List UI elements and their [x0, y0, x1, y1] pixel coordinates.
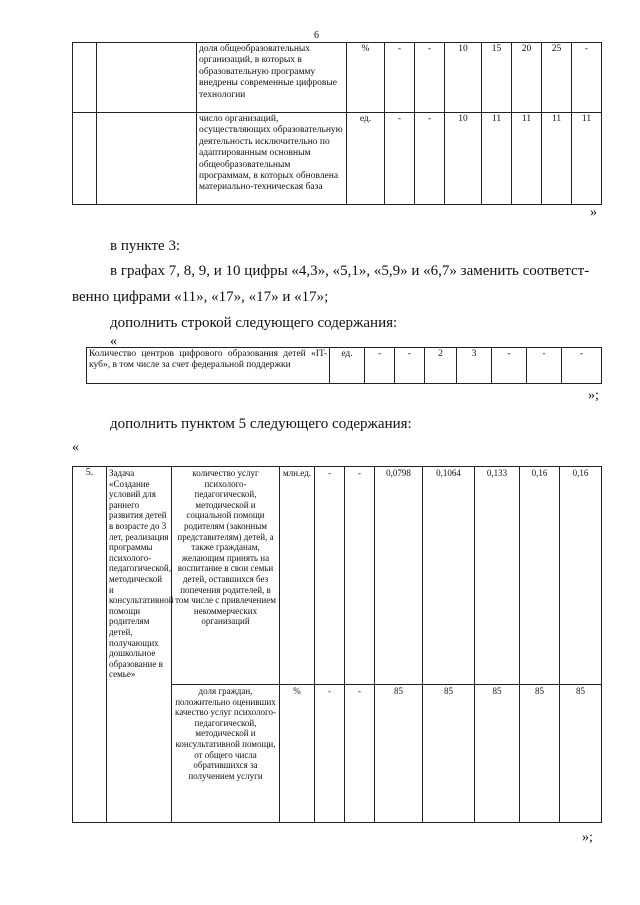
- value-cell: -: [385, 43, 415, 113]
- table-cell: [73, 43, 97, 113]
- value-cell: -: [315, 685, 345, 823]
- unit-cell: ед.: [347, 113, 385, 205]
- table-row: [73, 467, 602, 685]
- value-cell: 85: [475, 685, 520, 823]
- value-cell: 85: [520, 685, 560, 823]
- value-cell: -: [345, 685, 375, 823]
- closing-quote: »;: [582, 830, 593, 845]
- value-cell: 85: [423, 685, 475, 823]
- item-number: 5.: [73, 467, 107, 823]
- unit-cell: %: [347, 43, 385, 113]
- value-cell: 3: [457, 348, 492, 384]
- value-cell: -: [415, 43, 445, 113]
- value-cell: 85: [375, 685, 423, 823]
- value-cell: -: [365, 348, 395, 384]
- value-cell: -: [315, 467, 345, 685]
- task-name: Задача «Создание условий для раннего развития детей в возрасте до 3 лет, реализация программы психолого-педагогической, методической и консультативной помощи родителям детей, получающих дошкольное образование в семье»: [107, 467, 172, 823]
- indicator-name: количество услуг психолого-педагогической, методической и социальной помощи родителям (законным представителям) детей, а также гражданам, желающим принять на воспитание в свои семьи детей, оставшихся без попечения родителей, в том числе с привлечением некоммерческих организаций: [172, 467, 280, 685]
- value-cell: 0,1064: [423, 467, 475, 685]
- value-cell: -: [395, 348, 425, 384]
- table-cell: [73, 113, 97, 205]
- unit-cell: ед.: [330, 348, 365, 384]
- value-cell: 15: [482, 43, 512, 113]
- paragraph-replace-digits-cont: венно цифрами «11», «17», «17» и «17»;: [72, 289, 329, 305]
- value-cell: -: [527, 348, 562, 384]
- unit-cell: млн.ед.: [280, 467, 315, 685]
- closing-quote: »: [590, 205, 597, 220]
- table-row: [73, 43, 602, 113]
- page-number: 6: [314, 30, 319, 41]
- it-cube-table: [86, 347, 602, 384]
- paragraph-add-point-5: дополнить пунктом 5 следующего содержания:: [110, 416, 412, 432]
- value-cell: 11: [512, 113, 542, 205]
- value-cell: -: [562, 348, 602, 384]
- value-cell: 10: [445, 113, 482, 205]
- value-cell: -: [345, 467, 375, 685]
- table-row: [87, 348, 602, 384]
- value-cell: 85: [560, 685, 602, 823]
- open-quote: «: [72, 440, 79, 455]
- value-cell: 10: [445, 43, 482, 113]
- paragraph-replace-digits: в графах 7, 8, 9, и 10 цифры «4,3», «5,1», «5,9» и «6,7» заменить соответст-: [110, 263, 590, 279]
- table-cell: [97, 43, 197, 113]
- value-cell: 11: [482, 113, 512, 205]
- indicator-name: доля граждан, положительно оценивших качество услуг психолого-педагогической, методической и консультативной помощи, от общего числа обратившихся за получением услуги: [172, 685, 280, 823]
- value-cell: 11: [572, 113, 602, 205]
- value-cell: 25: [542, 43, 572, 113]
- value-cell: -: [572, 43, 602, 113]
- paragraph-add-row: дополнить строкой следующего содержания:: [110, 315, 398, 331]
- value-cell: -: [415, 113, 445, 205]
- value-cell: 0,0798: [375, 467, 423, 685]
- value-cell: 2: [425, 348, 457, 384]
- indicator-table-continued: [72, 42, 602, 205]
- indicator-name: Количество центров цифрового образования детей «IT-куб», в том числе за счет федеральной поддержки: [87, 348, 330, 384]
- paragraph-point-3: в пункте 3:: [110, 238, 181, 254]
- value-cell: 0,133: [475, 467, 520, 685]
- point-5-table: [72, 466, 602, 823]
- value-cell: -: [492, 348, 527, 384]
- table-cell: [97, 113, 197, 205]
- open-quote: «: [110, 334, 117, 349]
- indicator-name: число организаций, осуществляющих образовательную деятельность исключительно по адаптированным основным общеобразовательным программам, в которых обновлена материально-техническая база: [197, 113, 347, 205]
- value-cell: 20: [512, 43, 542, 113]
- value-cell: 11: [542, 113, 572, 205]
- indicator-name: доля общеобразовательных организаций, в которых в образовательную программу внедрены современные цифровые технологии: [197, 43, 347, 113]
- closing-quote: »;: [588, 388, 599, 403]
- unit-cell: %: [280, 685, 315, 823]
- value-cell: -: [385, 113, 415, 205]
- table-row: [73, 113, 602, 205]
- value-cell: 0,16: [520, 467, 560, 685]
- value-cell: 0,16: [560, 467, 602, 685]
